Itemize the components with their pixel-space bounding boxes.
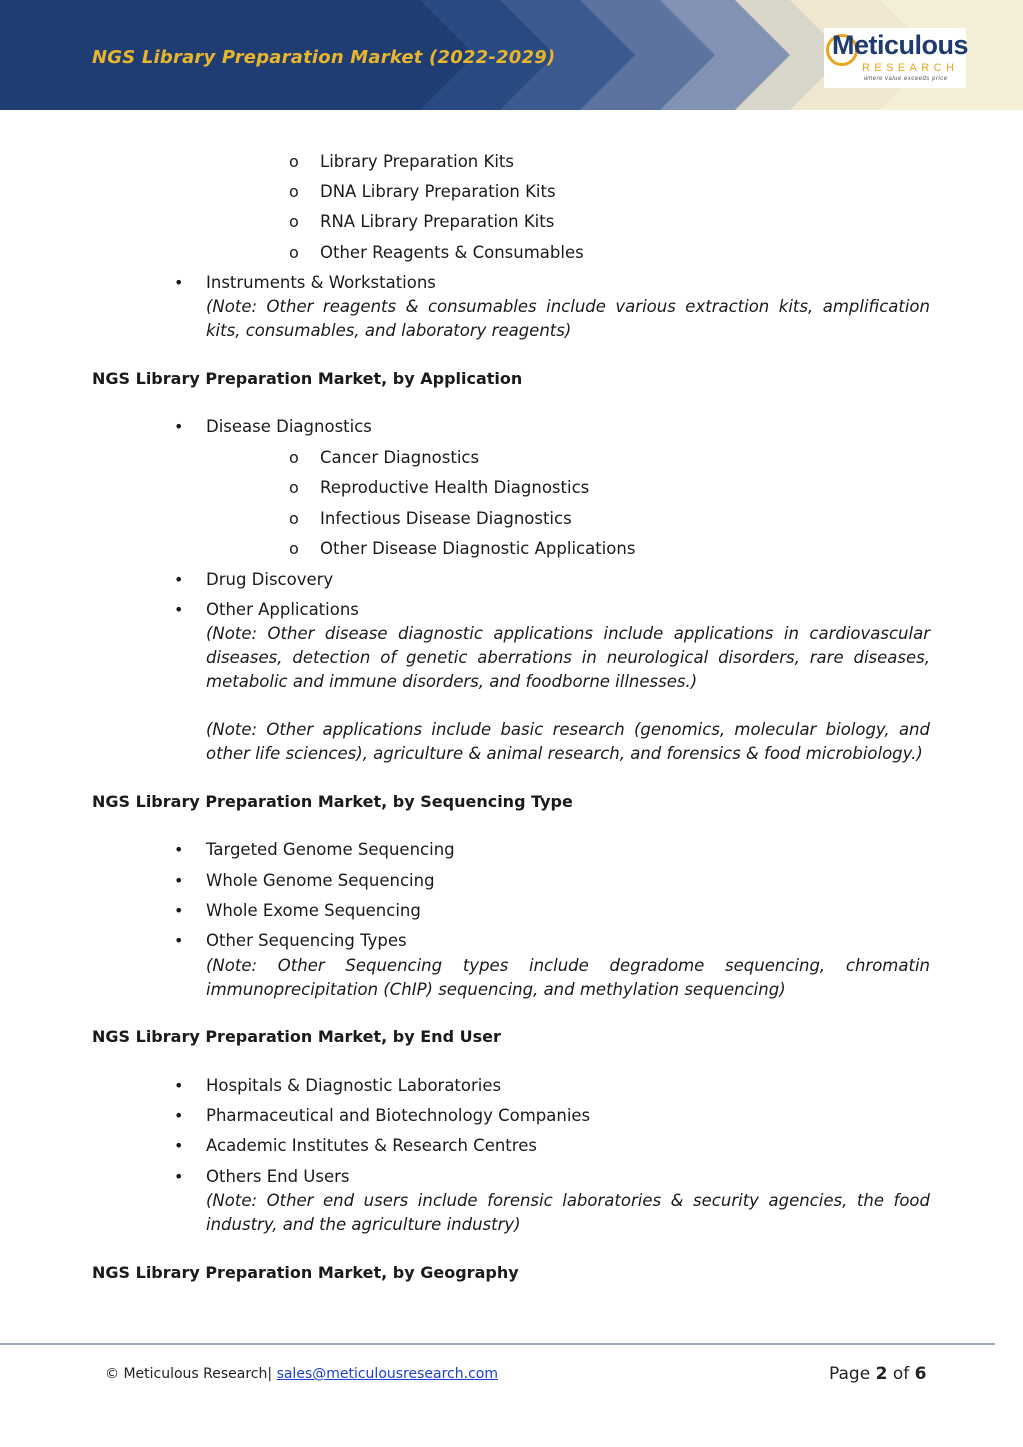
list-item: Others End Users: [206, 1167, 350, 1186]
footer-divider: [0, 1343, 995, 1345]
list-item: Library Preparation Kits: [320, 152, 514, 171]
list-item: Instruments & Workstations: [206, 273, 436, 292]
report-years: (2022-2029): [429, 47, 556, 68]
email-link[interactable]: sales@meticulousresearch.com: [276, 1366, 498, 1382]
list-item: Disease Diagnostics: [206, 417, 372, 436]
section-heading-application: NGS Library Preparation Market, by Application: [92, 369, 523, 388]
note-text: (Note: Other Sequencing types include degradome sequencing, chromatin immunoprecipitation (ChIP) sequencing, and methylation sequencing): [206, 956, 930, 999]
list-item: Drug Discovery: [206, 570, 334, 589]
bullet: •: [174, 931, 184, 950]
list-item: RNA Library Preparation Kits: [320, 212, 555, 231]
list-item: Pharmaceutical and Biotechnology Companies: [206, 1106, 591, 1125]
list-item: Whole Genome Sequencing: [206, 871, 435, 890]
current-page: 2: [875, 1364, 888, 1384]
list-item: Reproductive Health Diagnostics: [320, 478, 590, 497]
bullet: •: [174, 570, 184, 589]
total-pages: 6: [914, 1364, 927, 1384]
list-item: Targeted Genome Sequencing: [206, 840, 455, 859]
bullet: •: [174, 901, 184, 920]
section-heading-end-user: NGS Library Preparation Market, by End User: [92, 1027, 501, 1046]
sub-bullet: o: [289, 182, 299, 201]
note-text: (Note: Other disease diagnostic applications include applications in cardiovascular diseases, detection of genetic aberrations in neurological disorders, rare diseases, metabolic and immune disorders, and foodborne illnesses.): [206, 624, 930, 691]
report-title: NGS Library Preparation Market (2022-2029): [92, 47, 556, 68]
list-item: Academic Institutes & Research Centres: [206, 1136, 537, 1155]
bullet: •: [174, 1136, 184, 1155]
sub-bullet: o: [289, 478, 299, 497]
bullet: •: [174, 871, 184, 890]
sub-bullet: o: [289, 509, 299, 528]
page-number: Page 2 of 6: [829, 1364, 927, 1384]
list-item: Other Sequencing Types: [206, 931, 407, 950]
list-item: Other Applications: [206, 600, 359, 619]
bullet: •: [174, 273, 184, 292]
bullet: •: [174, 1106, 184, 1125]
list-item: Cancer Diagnostics: [320, 448, 480, 467]
bullet: •: [174, 600, 184, 619]
list-item: DNA Library Preparation Kits: [320, 182, 556, 201]
company-logo: Meticulous RESEARCH where value exceeds price: [824, 28, 966, 88]
note-text: (Note: Other applications include basic research (genomics, molecular biology, and other life sciences), agriculture & animal research, and forensics & food microbiology.): [206, 720, 930, 763]
note-text: (Note: Other end users include forensic laboratories & security agencies, the food industry, and the agriculture industry): [206, 1191, 930, 1234]
sub-bullet: o: [289, 152, 299, 171]
sub-bullet: o: [289, 448, 299, 467]
bullet: •: [174, 1167, 184, 1186]
note-text: (Note: Other reagents & consumables include various extraction kits, amplification kits, consumables, and laboratory reagents): [206, 297, 930, 340]
sub-bullet: o: [289, 539, 299, 558]
bullet: •: [174, 1076, 184, 1095]
bullet: •: [174, 840, 184, 859]
list-item: Whole Exome Sequencing: [206, 901, 421, 920]
list-item: Hospitals & Diagnostic Laboratories: [206, 1076, 502, 1095]
section-heading-geography: NGS Library Preparation Market, by Geography: [92, 1263, 519, 1282]
footer-copyright: © Meticulous Research| sales@meticulousresearch.com: [105, 1366, 498, 1382]
section-heading-sequencing: NGS Library Preparation Market, by Sequencing Type: [92, 792, 573, 811]
list-item: Infectious Disease Diagnostics: [320, 509, 572, 528]
list-item: Other Disease Diagnostic Applications: [320, 539, 636, 558]
list-item: Other Reagents & Consumables: [320, 243, 584, 262]
bullet: •: [174, 417, 184, 436]
sub-bullet: o: [289, 243, 299, 262]
sub-bullet: o: [289, 212, 299, 231]
